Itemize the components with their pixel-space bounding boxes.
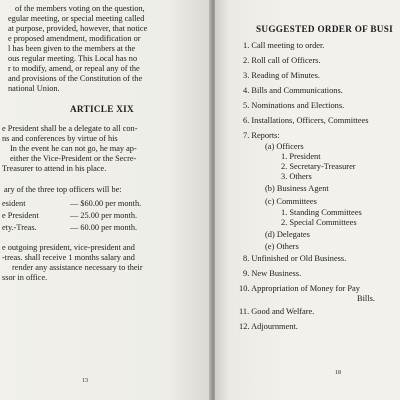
order-subitem: (a) Officers — [265, 142, 304, 151]
text-line: ous regular meeting. This Local has no — [8, 54, 138, 63]
salary-amount: — 25.00 per month. — [70, 211, 138, 220]
text-line: at purpose, provided, however, that notice — [8, 24, 148, 33]
order-subitem: 1. Standing Committees — [281, 208, 362, 217]
text-line: ns and conferences by virtue of his — [2, 134, 118, 143]
salary-title: esident — [2, 199, 26, 208]
order-item: 10. Appropriation of Money for Pay — [239, 284, 360, 293]
order-subitem: 2. Special Committees — [281, 218, 357, 227]
right-page — [215, 0, 400, 400]
order-item: 11. Good and Welfare. — [239, 307, 315, 316]
order-item: 1. Call meeting to order. — [243, 41, 325, 50]
order-subitem: 1. President — [281, 152, 321, 161]
salary-amount: — $60.00 per month. — [70, 199, 142, 208]
text-line: egular meeting, or special meeting called — [8, 14, 145, 23]
text-line: render any assistance necessary to their — [12, 263, 143, 272]
salary-amount: — 60.00 per month. — [70, 223, 138, 232]
order-item: 12. Adjournment. — [239, 322, 298, 331]
order-item: 4. Bills and Communications. — [243, 86, 343, 95]
salary-title: ety.-Treas. — [2, 223, 37, 232]
text-line: Treasurer to attend in his place. — [2, 164, 107, 173]
order-subitem: (c) Committees — [265, 197, 317, 206]
order-item: 3. Reading of Minutes. — [243, 71, 320, 80]
order-subitem: 2. Secretary-Treasurer — [281, 162, 356, 171]
order-subitem: (d) Delegates — [265, 230, 310, 239]
page-number: 18 — [335, 370, 341, 376]
text-line: e proposed amendment, modification or — [8, 34, 141, 43]
order-item: 9. New Business. — [243, 269, 302, 278]
article-heading: ARTICLE XIX — [70, 104, 134, 114]
text-line: In the event he can not go, he may ap- — [10, 144, 137, 153]
order-item: 6. Installations, Officers, Committees — [243, 116, 369, 125]
text-line: ssor in office. — [2, 273, 48, 282]
text-line: e outgoing president, vice-president and — [2, 243, 135, 252]
order-item: 7. Reports: — [243, 131, 280, 140]
order-subitem: (e) Others — [265, 242, 299, 251]
page-number: 13 — [82, 378, 88, 384]
text-line: l has been given to the members at the — [8, 44, 136, 53]
order-item-continued: Bills. — [357, 294, 375, 303]
order-item: 8. Unfinished or Old Business. — [243, 254, 347, 263]
text-line: and provisions of the Constitution of the — [8, 74, 143, 83]
salary-intro: ary of the three top officers will be: — [4, 185, 122, 194]
order-subitem: 3. Others — [281, 172, 312, 181]
text-line: r to modify, amend, or repeal any of the — [8, 64, 140, 73]
text-line: e President shall be a delegate to all con- — [2, 124, 138, 133]
text-line: either the Vice-President or the Secre- — [10, 154, 137, 163]
order-subitem: (b) Business Agent — [265, 184, 329, 193]
order-item: 2. Roll call of Officers. — [243, 56, 321, 65]
order-of-business-heading: SUGGESTED ORDER OF BUSI — [256, 24, 394, 34]
order-item: 5. Nominations and Elections. — [243, 101, 345, 110]
salary-title: e President — [2, 211, 39, 220]
text-line: -treas. shall receive 1 months salary and — [2, 253, 135, 262]
text-line: of the members voting on the question, — [15, 4, 145, 13]
text-line: national Union. — [8, 84, 60, 93]
